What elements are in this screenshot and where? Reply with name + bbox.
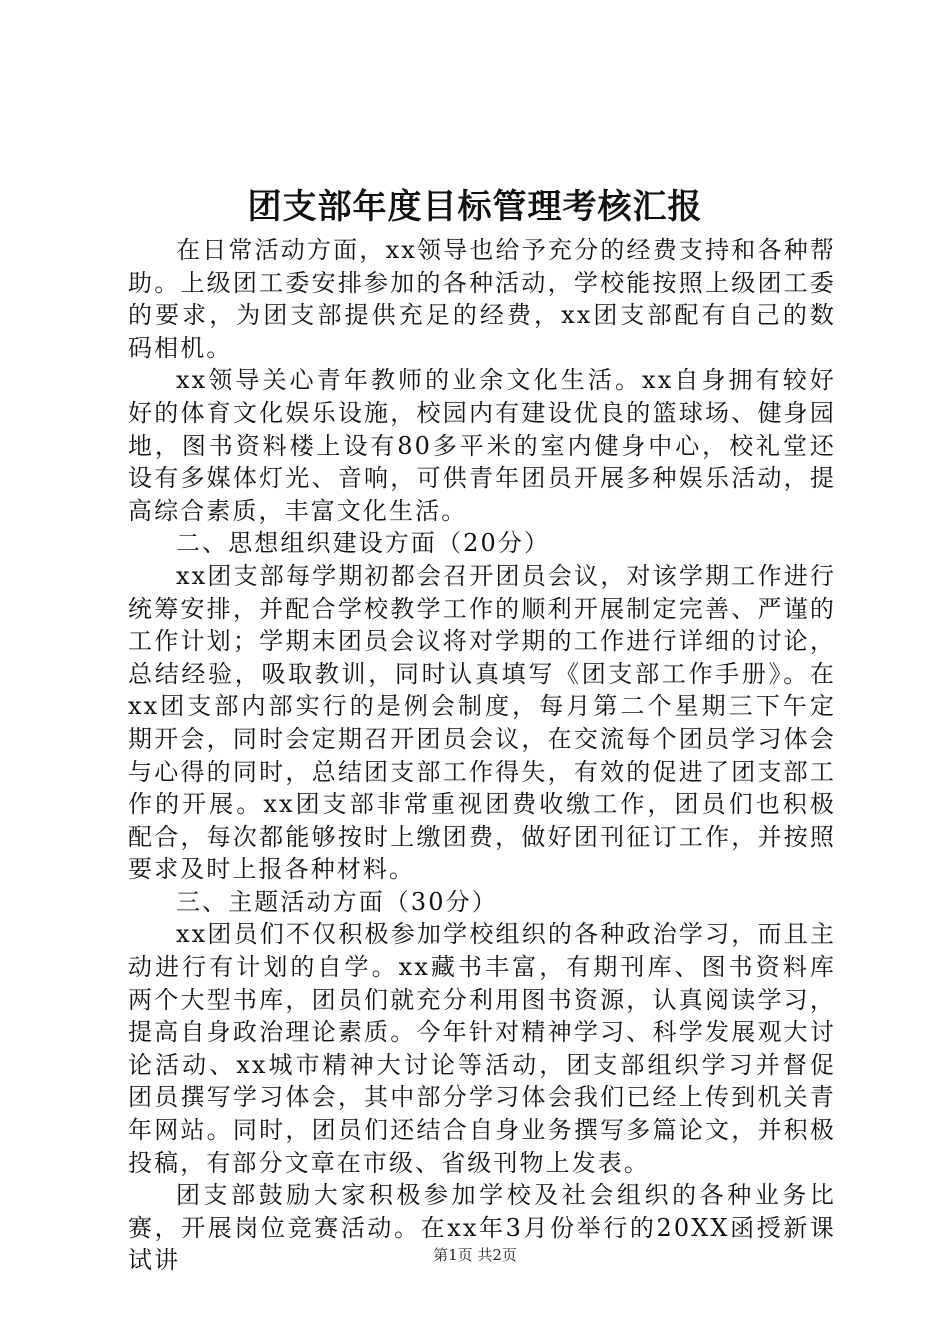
paragraph-competition: 团支部鼓励大家积极参加学校及社会组织的各种业务比赛，开展岗位竞赛活动。在xx年3月份举行的20XX函授新课试讲 (128, 1181, 836, 1275)
section-heading-activities: 三、主题活动方面（30分） (176, 887, 498, 916)
paragraph-organization: xx团支部每学期初都会召开团员会议，对该学期工作进行统筹安排，并配合学校教学工作的顺利开展制定完善、严谨的工作计划；学期末团员会议将对学期的工作进行详细的讨论，总结经验，吸取教训，同时认真填写《团支部工作手册》。在xx团支部内部实行的是例会制度，每月第二个星期三下午定期开会，同时会定期召开团员会议，在交流每个团员学习体会与心得的同时，总结团支部工作得失，有效的促进了团支部工作的开展。xx团支部非常重视团费收缴工作，团员们也积极配合，每次都能够按时上缴团费，做好团刊征订工作，并按照要求及时上报各种材料。 (128, 561, 836, 884)
document-body (128, 234, 836, 1277)
document-title: 团支部年度目标管理考核汇报 (247, 187, 703, 227)
paragraph-funding: 在日常活动方面，xx领导也给予充分的经费支持和各种帮助。上级团工委安排参加的各种活动，学校能按照上级团工委的要求，为团支部提供充足的经费，xx团支部配有自己的数码相机。 (128, 236, 836, 362)
paragraph-study: xx团员们不仅积极参加学校组织的各种政治学习，而且主动进行有计划的自学。xx藏书丰富，有期刊库、图书资料库两个大型书库，团员们就充分利用图书资源，认真阅读学习，提高自身政治理论素质。今年针对精神学习、科学发展观大讨论活动、xx城市精神大讨论等活动，团支部组织学习并督促团员撰写学习体会，其中部分学习体会我们已经上传到机关青年网站。同时，团员们还结合自身业务撰写多篇论文，并积极投稿，有部分文章在市级、省级刊物上发表。 (128, 920, 836, 1177)
section-heading-organization: 二、思想组织建设方面（20分） (176, 529, 551, 558)
paragraph-cultural-life: xx领导关心青年教师的业余文化生活。xx自身拥有较好好的体育文化娱乐设施，校园内有建设优良的篮球场、健身园地，图书资料楼上设有80多平米的室内健身中心，校礼堂还设有多媒体灯光、音响，可供青年团员开展多种娱乐活动，提高综合素质，丰富文化生活。 (128, 366, 836, 525)
page-number-footer: 第1页 共2页 (433, 1246, 517, 1264)
